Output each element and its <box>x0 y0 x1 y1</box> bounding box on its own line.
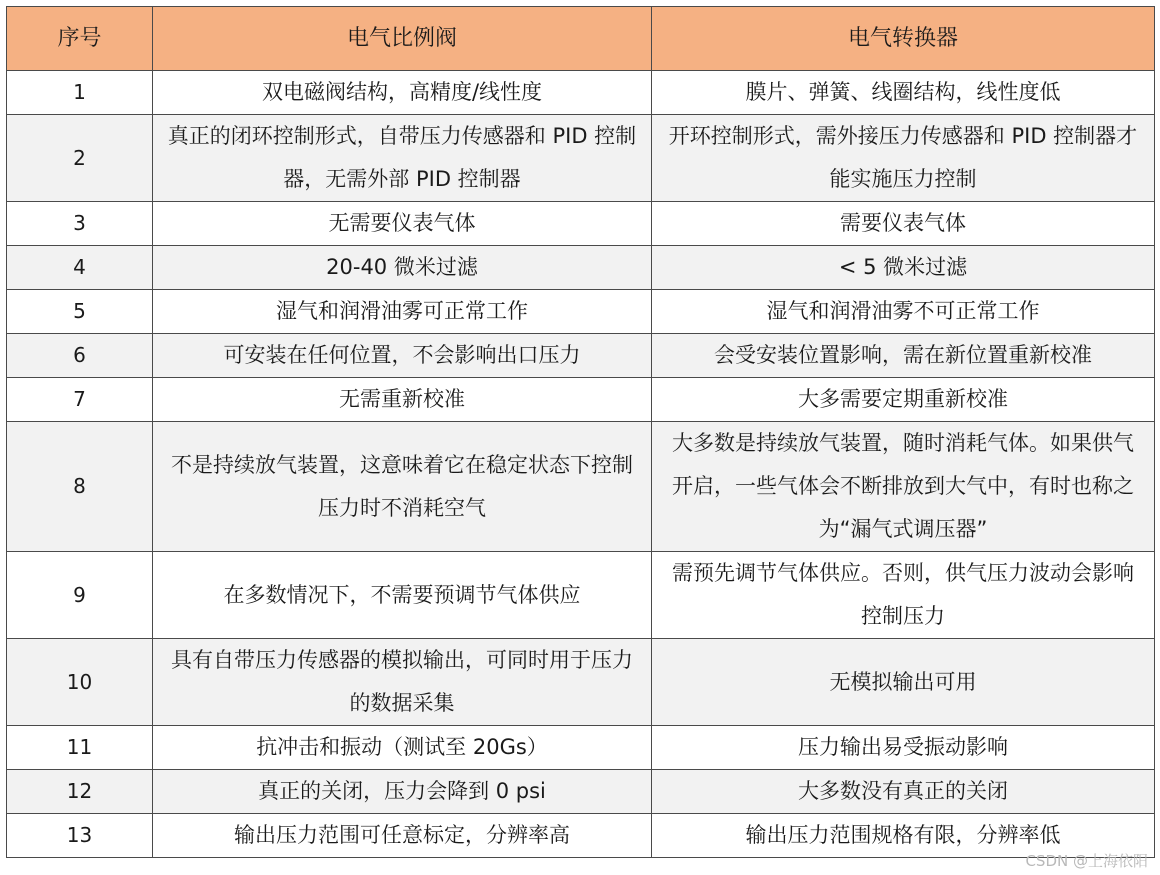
table-row <box>7 814 1155 858</box>
converter-cell: 会受安装位置影响，需在新位置重新校准 <box>652 334 1155 378</box>
row-index: 8 <box>7 422 153 552</box>
converter-cell: 输出压力范围规格有限，分辨率低 <box>652 814 1155 858</box>
row-index: 9 <box>7 552 153 639</box>
row-index: 1 <box>7 71 153 115</box>
converter-cell: 无模拟输出可用 <box>652 639 1155 726</box>
valve-cell: 真正的关闭，压力会降到 0 psi <box>153 770 652 814</box>
row-index: 13 <box>7 814 153 858</box>
row-index: 3 <box>7 202 153 246</box>
header-proportional-valve: 电气比例阀 <box>153 7 652 71</box>
converter-cell: 大多数是持续放气装置，随时消耗气体。如果供气开启，一些气体会不断排放到大气中，有时也称之为“漏气式调压器” <box>652 422 1155 552</box>
row-index: 5 <box>7 290 153 334</box>
valve-cell: 双电磁阀结构，高精度/线性度 <box>153 71 652 115</box>
table-row <box>7 290 1155 334</box>
table-row <box>7 202 1155 246</box>
valve-cell: 具有自带压力传感器的模拟输出，可同时用于压力的数据采集 <box>153 639 652 726</box>
converter-cell: 湿气和润滑油雾不可正常工作 <box>652 290 1155 334</box>
converter-cell: 大多需要定期重新校准 <box>652 378 1155 422</box>
table-row <box>7 422 1155 552</box>
valve-cell: 无需重新校准 <box>153 378 652 422</box>
valve-cell: 可安装在任何位置，不会影响出口压力 <box>153 334 652 378</box>
table-row <box>7 770 1155 814</box>
converter-cell: < 5 微米过滤 <box>652 246 1155 290</box>
row-index: 6 <box>7 334 153 378</box>
converter-cell: 膜片、弹簧、线圈结构，线性度低 <box>652 71 1155 115</box>
table-row <box>7 115 1155 202</box>
comparison-table-container <box>6 6 1154 858</box>
table-row <box>7 726 1155 770</box>
table-row <box>7 639 1155 726</box>
header-index: 序号 <box>7 7 153 71</box>
row-index: 7 <box>7 378 153 422</box>
valve-cell: 无需要仪表气体 <box>153 202 652 246</box>
valve-cell: 20-40 微米过滤 <box>153 246 652 290</box>
row-index: 12 <box>7 770 153 814</box>
converter-cell: 开环控制形式，需外接压力传感器和 PID 控制器才能实施压力控制 <box>652 115 1155 202</box>
valve-cell: 真正的闭环控制形式，自带压力传感器和 PID 控制器，无需外部 PID 控制器 <box>153 115 652 202</box>
valve-cell: 在多数情况下，不需要预调节气体供应 <box>153 552 652 639</box>
table-header-row <box>7 7 1155 71</box>
table-row <box>7 334 1155 378</box>
row-index: 2 <box>7 115 153 202</box>
table-row <box>7 71 1155 115</box>
valve-cell: 不是持续放气装置，这意味着它在稳定状态下控制压力时不消耗空气 <box>153 422 652 552</box>
converter-cell: 大多数没有真正的关闭 <box>652 770 1155 814</box>
table-row <box>7 552 1155 639</box>
row-index: 10 <box>7 639 153 726</box>
valve-cell: 输出压力范围可任意标定，分辨率高 <box>153 814 652 858</box>
converter-cell: 需预先调节气体供应。否则，供气压力波动会影响控制压力 <box>652 552 1155 639</box>
converter-cell: 需要仪表气体 <box>652 202 1155 246</box>
row-index: 11 <box>7 726 153 770</box>
comparison-table <box>6 6 1155 858</box>
table-row <box>7 246 1155 290</box>
csdn-watermark: CSDN @上海依阳 <box>1025 852 1148 870</box>
header-ip-converter: 电气转换器 <box>652 7 1155 71</box>
valve-cell: 抗冲击和振动（测试至 20Gs） <box>153 726 652 770</box>
table-row <box>7 378 1155 422</box>
converter-cell: 压力输出易受振动影响 <box>652 726 1155 770</box>
row-index: 4 <box>7 246 153 290</box>
valve-cell: 湿气和润滑油雾可正常工作 <box>153 290 652 334</box>
